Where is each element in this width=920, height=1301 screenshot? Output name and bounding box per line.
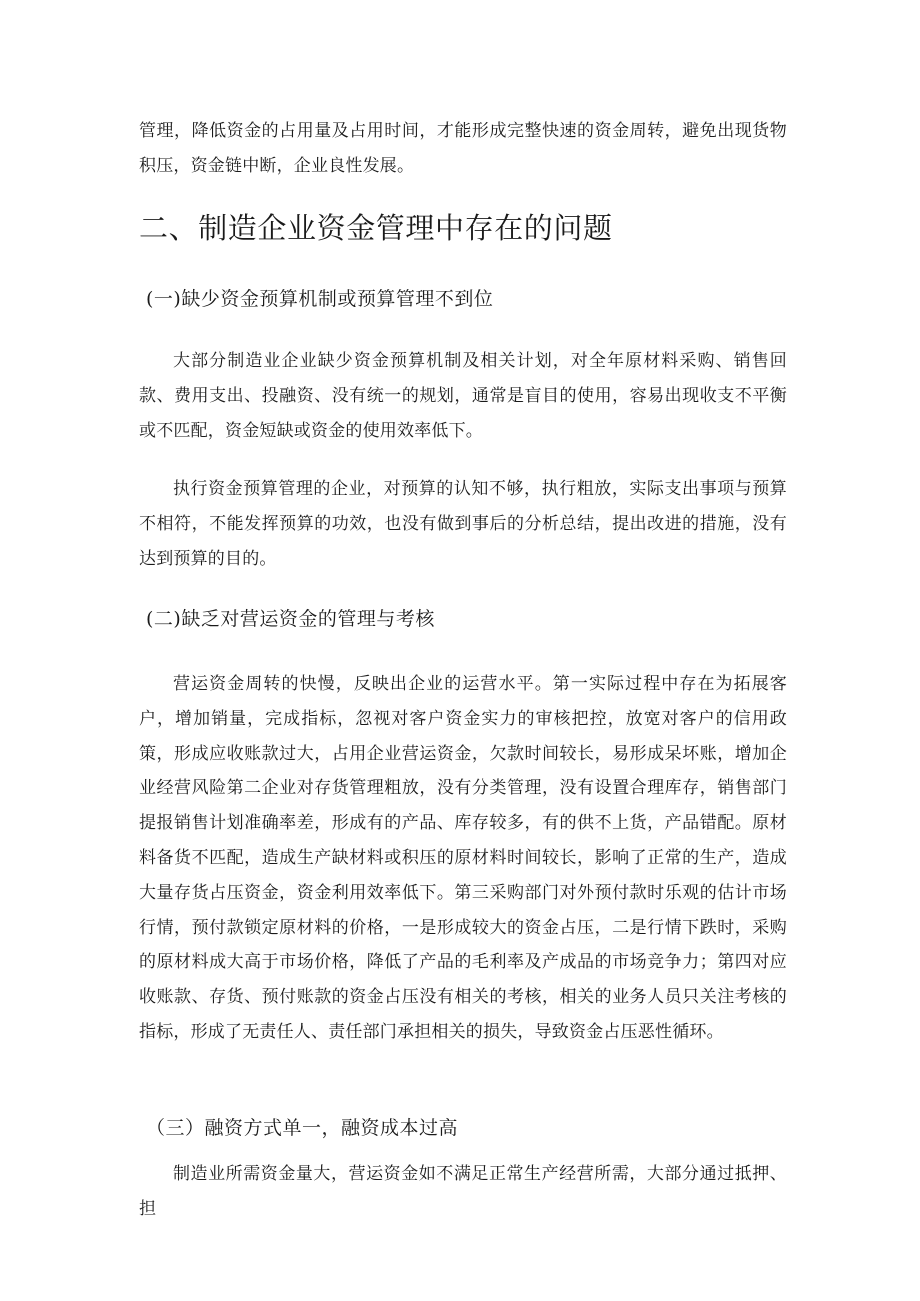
section-title: 二、制造企业资金管理中存在的问题 xyxy=(139,211,613,245)
subsection-1-heading: (一)缺少资金预算机制或预算管理不到位 xyxy=(146,288,494,310)
subsection-3-heading: （三）融资方式单一，融资成本过高 xyxy=(146,1117,459,1139)
subsection-2-paragraph-1: 营运资金周转的快慢，反映出企业的运营水平。第一实际过程中存在为拓展客户，增加销量，完成指标，忽视对客户资金实力的审核把控，放宽对客户的信用政策，形成应收账款过大，占用企业营运资金，欠款时间较长，易形成呆坏账，增加企业经营风险第二企业对存货管理粗放，没有分类管理，没有设置合理库存，销售部门提报销售计划准确率差，形成有的产品、库存较多，有的供不上货，产品错配。原材料备货不匹配，造成生产缺材料或积压的原材料时间较长，影响了正常的生产，造成大量存货占压资金，资金利用效率低下。第三采购部门对外预付款时乐观的估计市场行情，预付款锁定原材料的价格，一是形成较大的资金占压，二是行情下跌时，采购的原材料成大高于市场价格，降低了产品的毛利率及产成品的市场竞争力；第四对应收账款、存货、预付账款的资金占压没有相关的考核，相关的业务人员只关注考核的指标，形成了无责任人、责任部门承担相关的损失，导致资金占压恶性循环。 xyxy=(139,674,787,1042)
subsection-1-paragraph-1: 大部分制造业企业缺少资金预算机制及相关计划，对全年原材料采购、销售回款、费用支出、投融资、没有统一的规划，通常是盲目的使用，容易出现收支不平衡或不匹配，资金短缺或资金的使用效率低下。 xyxy=(139,351,787,441)
subsection-2-heading: (二)缺乏对营运资金的管理与考核 xyxy=(146,608,435,630)
subsection-1-paragraph-2: 执行资金预算管理的企业，对预算的认知不够，执行粗放，实际支出事项与预算不相符，不能发挥预算的功效，也没有做到事后的分析总结，提出改进的措施，没有达到预算的目的。 xyxy=(139,479,787,569)
subsection-3-paragraph-1: 制造业所需资金量大，营运资金如不满足正常生产经营所需，大部分通过抵押、担 xyxy=(139,1164,787,1219)
intro-paragraph: 管理，降低资金的占用量及占用时间，才能形成完整快速的资金周转，避免出现货物积压，资金链中断，企业良性发展。 xyxy=(139,121,787,176)
